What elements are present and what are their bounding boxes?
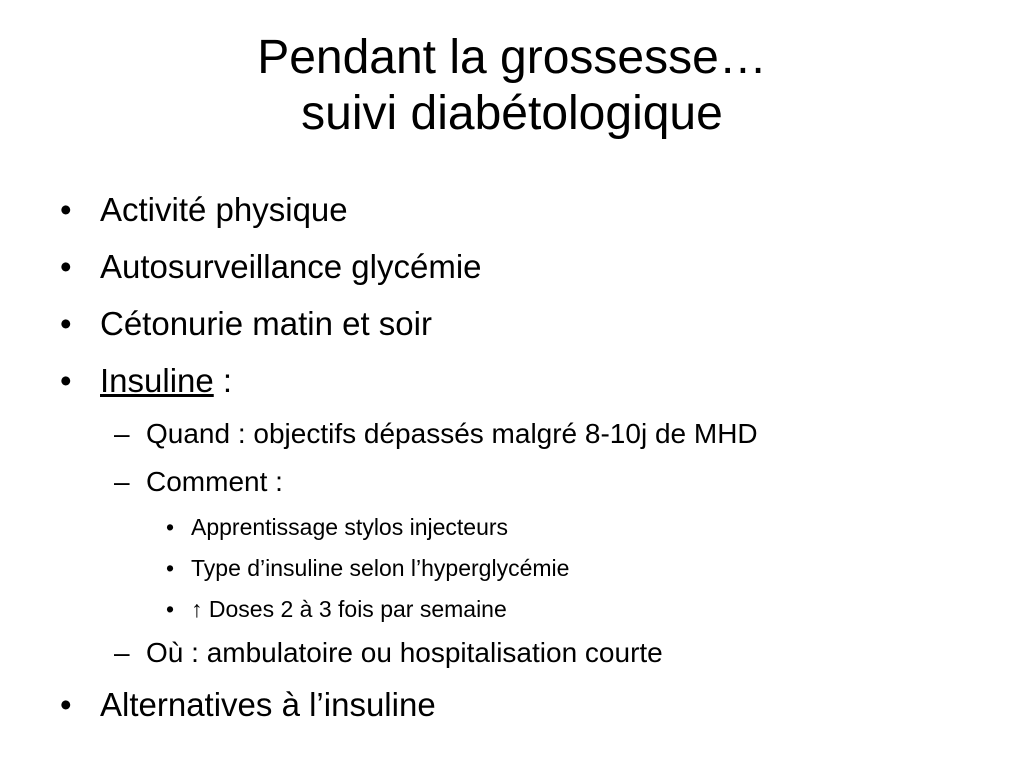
bullet-insuline [60, 359, 1000, 416]
sub-sub-bullet-type-insuline [60, 553, 1000, 594]
bullet-marker: • [60, 305, 72, 342]
sub-sub-bullet-text: Apprentissage stylos injecteurs [191, 514, 509, 540]
bullet-text-suffix: : [213, 362, 233, 399]
sub-bullet-comment [60, 464, 1000, 512]
sub-bullet-quand [60, 416, 1000, 464]
dash-marker: – [114, 637, 130, 668]
bullet-alternatives [60, 683, 1000, 740]
sub-bullet-text: Quand : objectifs dépassés malgré 8-10j de MHD [146, 418, 758, 449]
bullet-autosurveillance [60, 245, 1000, 302]
slide-title [0, 30, 1024, 142]
title-line-2: suivi diabétologique [301, 87, 723, 140]
bullet-text: Alternatives à l’insuline [100, 686, 436, 723]
bullet-marker: • [60, 362, 72, 399]
bullet-text: Autosurveillance glycémie [100, 248, 482, 285]
bullet-text: Cétonurie matin et soir [100, 305, 432, 342]
bullet-marker: • [166, 596, 175, 622]
sub-bullet-ou [60, 635, 1000, 683]
sub-sub-bullet-apprentissage [60, 512, 1000, 553]
bullet-list [60, 188, 1000, 740]
bullet-text-underlined: Insuline [100, 362, 214, 399]
sub-sub-bullet-text: Type d’insuline selon l’hyperglycémie [191, 555, 570, 581]
dash-marker: – [114, 466, 130, 497]
sub-bullet-text: Comment : [146, 466, 283, 497]
sub-bullet-text: Où : ambulatoire ou hospitalisation courte [146, 637, 663, 668]
bullet-activite-physique [60, 188, 1000, 245]
bullet-marker: • [166, 555, 175, 581]
bullet-cetonurie [60, 302, 1000, 359]
dash-marker: – [114, 418, 130, 449]
bullet-marker: • [60, 191, 72, 228]
sub-sub-bullet-text: ↑ Doses 2 à 3 fois par semaine [191, 596, 507, 622]
sub-sub-bullet-doses [60, 594, 1000, 635]
bullet-marker: • [60, 248, 72, 285]
bullet-marker: • [166, 514, 175, 540]
title-line-1: Pendant la grossesse… [257, 31, 767, 84]
bullet-text: Activité physique [100, 191, 348, 228]
bullet-marker: • [60, 686, 72, 723]
